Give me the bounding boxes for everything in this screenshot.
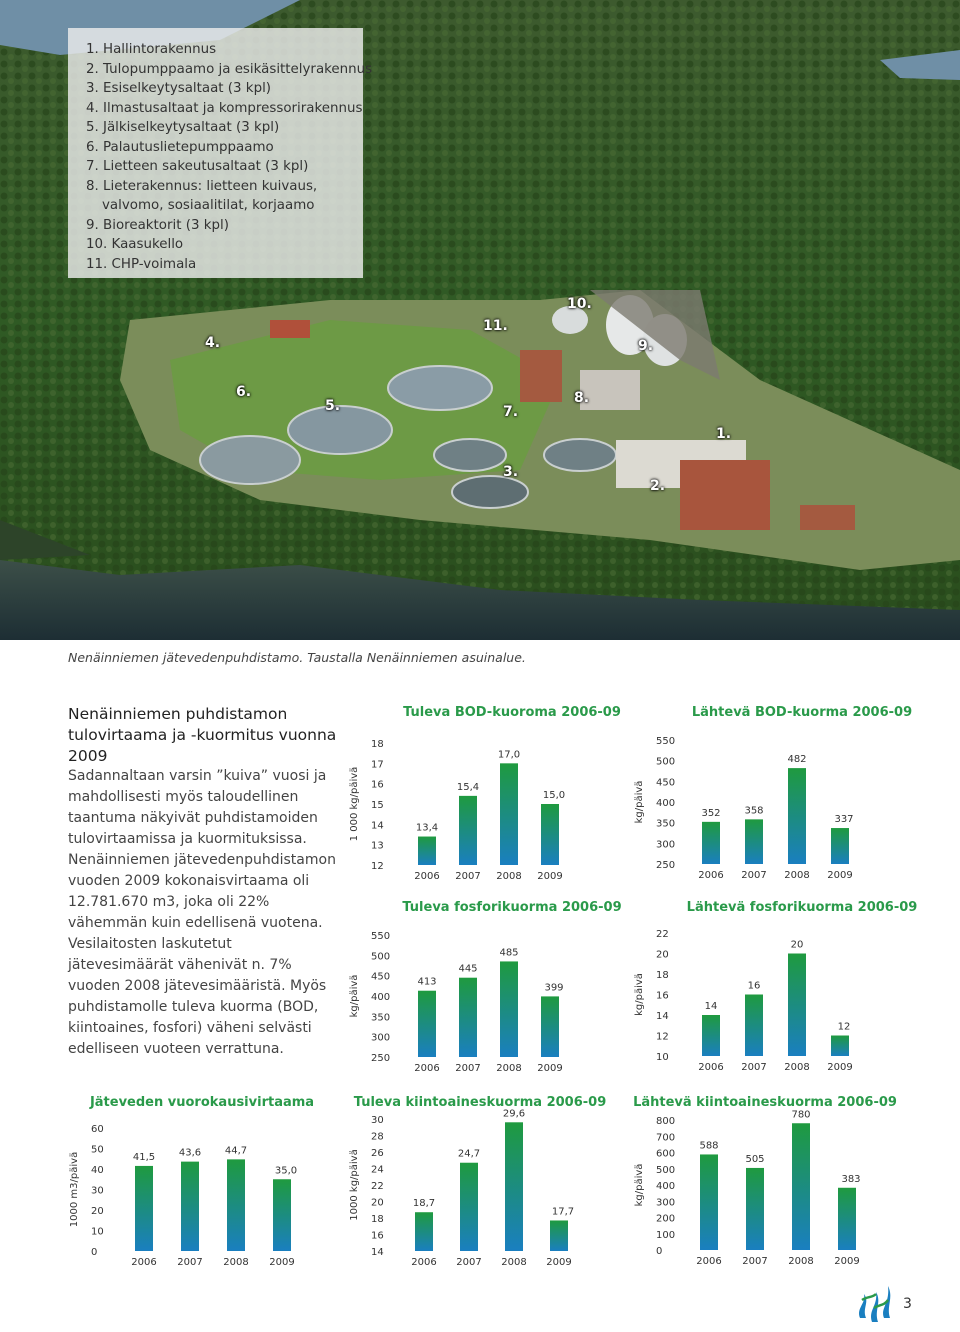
bar — [415, 1212, 433, 1251]
data-label: 35,0 — [274, 1165, 298, 1177]
y-tick-label: 350 — [371, 1012, 391, 1024]
x-tick-label: 2007 — [742, 1256, 768, 1267]
chart-tuleva-kiintoaines — [345, 1090, 615, 1280]
bar — [273, 1179, 291, 1251]
x-tick-label: 2007 — [741, 1062, 767, 1073]
legend-item: 5. Jälkiselkeytysaltaat (3 kpl) — [86, 120, 280, 135]
data-label: 12 — [837, 1021, 851, 1033]
y-tick-label: 20 — [656, 949, 669, 961]
y-axis-label: 1000 kg/päivä — [349, 1149, 360, 1221]
y-tick-label: 450 — [371, 971, 391, 983]
y-axis-label: kg/päivä — [634, 780, 645, 824]
bar — [135, 1166, 153, 1251]
section-title: Nenäinniemen puhdistamon tulovirtaama ja -kuormitus vuonna 2009 — [68, 705, 337, 765]
chart-svg — [345, 1090, 615, 1280]
y-tick-label: 60 — [91, 1124, 104, 1135]
chart-svg — [340, 895, 622, 1085]
y-tick-label: 400 — [656, 798, 676, 809]
x-tick-label: 2008 — [223, 1257, 249, 1268]
legend-item: 3. Esiselkeytysaltaat (3 kpl) — [86, 81, 272, 96]
bar — [745, 995, 763, 1057]
body-text: Sadannaltaan varsin ”kuiva” vuosi ja mahdollisesti myös taloudellinen taantuma näkyivät puhdistamoiden tulovirtaamissa ja kuormituksissa. Nenäinniemen jätevedenpuhdistamon vuoden 2009 kokonaisvirtaama oli 12.781.670 m3, joka oli 22% vähemmän kuin edellisenä vuotena. Vesilaitosten laskutetut jätevesimäärät vähenivät n. 7% vuoden 2008 jätevesimääristä. Myös puhdistamolle tuleva kuorma (BOD, kiintoaines, fosfori) väheni selvästi edelliseen vuoteen verrattuna. — [68, 768, 336, 1057]
legend-item: 9. Bioreaktorit (3 kpl) — [86, 217, 229, 233]
y-tick-label: 16 — [371, 1230, 384, 1242]
legend-item: 4. Ilmastusaltaat ja kompressorirakennus — [86, 100, 363, 116]
bar — [500, 763, 518, 865]
y-tick-label: 12 — [371, 861, 384, 872]
y-tick-label: 18 — [371, 739, 384, 750]
x-tick-label: 2007 — [456, 1257, 482, 1268]
x-tick-label: 2006 — [414, 1063, 440, 1074]
bar — [792, 1123, 810, 1250]
x-tick-label: 2009 — [546, 1257, 572, 1268]
y-tick-label: 300 — [656, 1197, 676, 1209]
y-tick-label: 14 — [656, 1011, 669, 1022]
bar — [831, 1036, 849, 1057]
x-tick-label: 2008 — [784, 870, 810, 881]
data-label: 13,4 — [415, 822, 439, 834]
y-tick-label: 22 — [371, 1181, 384, 1192]
bar — [831, 828, 849, 864]
data-label: 41,5 — [132, 1151, 156, 1163]
bar — [550, 1220, 568, 1251]
y-tick-label: 14 — [371, 1247, 384, 1258]
chart-lahteva-bod — [630, 700, 913, 890]
legend-item: 10. Kaasukello — [86, 237, 184, 252]
data-label: 445 — [458, 963, 478, 975]
x-tick-label: 2007 — [455, 1063, 481, 1074]
data-label: 17,0 — [497, 749, 521, 761]
data-label: 14 — [704, 1001, 718, 1012]
y-tick-label: 700 — [656, 1132, 676, 1144]
y-tick-label: 18 — [371, 1214, 384, 1225]
data-label: 482 — [787, 754, 807, 766]
y-tick-label: 300 — [656, 839, 676, 851]
x-tick-label: 2009 — [827, 1062, 853, 1073]
y-tick-label: 250 — [656, 860, 676, 871]
data-label: 383 — [841, 1173, 861, 1185]
y-tick-label: 500 — [371, 951, 391, 963]
chart-title: Jäteveden vuorokausivirtaama — [89, 1095, 315, 1110]
x-tick-label: 2007 — [455, 871, 481, 882]
y-tick-label: 30 — [91, 1185, 104, 1197]
y-tick-label: 26 — [371, 1148, 384, 1159]
bar — [746, 1168, 764, 1250]
bar — [541, 804, 559, 865]
y-tick-label: 50 — [91, 1144, 104, 1156]
bar — [418, 837, 436, 865]
photo-label-4: 4. — [205, 335, 221, 351]
data-label: 44,7 — [224, 1145, 248, 1157]
chart-svg — [340, 700, 621, 890]
y-tick-label: 400 — [656, 1181, 676, 1192]
bar — [505, 1122, 523, 1251]
bar — [418, 991, 436, 1057]
y-tick-label: 17 — [371, 759, 384, 771]
photo-label-5: 5. — [325, 398, 341, 414]
y-tick-label: 28 — [371, 1131, 384, 1143]
data-label: 399 — [544, 982, 564, 994]
x-tick-label: 2009 — [537, 1063, 563, 1074]
x-tick-label: 2008 — [788, 1256, 814, 1267]
bar — [745, 819, 763, 864]
chart-svg — [630, 1090, 900, 1280]
data-label: 16 — [747, 980, 761, 992]
legend-item: 6. Palautuslietepumppaamo — [86, 139, 274, 155]
y-tick-label: 16 — [656, 990, 669, 1002]
x-tick-label: 2007 — [177, 1257, 203, 1268]
bar — [702, 1015, 720, 1056]
y-tick-label: 600 — [656, 1148, 676, 1160]
data-label: 20 — [790, 939, 804, 951]
page-number: 3 — [903, 1296, 912, 1312]
y-axis-label: kg/päivä — [634, 1163, 645, 1207]
bar — [500, 961, 518, 1057]
bar — [838, 1188, 856, 1250]
y-tick-label: 550 — [371, 931, 391, 942]
photo-label-7: 7. — [503, 404, 519, 420]
chart-vuorokausivirtaama — [60, 1090, 330, 1280]
data-label: 505 — [745, 1153, 765, 1165]
bar — [227, 1159, 245, 1251]
bar — [788, 768, 806, 864]
legend-item: 8. Lieterakennus: lietteen kuivaus, — [86, 178, 318, 194]
x-tick-label: 2009 — [834, 1256, 860, 1267]
y-tick-label: 350 — [656, 818, 676, 830]
y-tick-label: 0 — [656, 1246, 663, 1257]
bar — [459, 796, 477, 865]
y-tick-label: 500 — [656, 1164, 676, 1176]
photo-label-6: 6. — [236, 384, 252, 400]
y-axis-label: 1 000 kg/päivä — [349, 766, 360, 842]
y-tick-label: 20 — [91, 1206, 104, 1217]
chart-title: Tuleva fosforikuorma 2006-09 — [402, 900, 622, 915]
y-tick-label: 10 — [656, 1052, 669, 1063]
legend-item: 7. Lietteen sakeutusaltaat (3 kpl) — [86, 159, 309, 174]
chart-title: Lähtevä fosforikuorma 2006-09 — [686, 900, 918, 915]
chart-tuleva-bod — [340, 700, 621, 890]
legend-item: 11. CHP-voimala — [86, 256, 197, 272]
x-tick-label: 2008 — [784, 1062, 810, 1073]
photo-label-1: 1. — [716, 426, 732, 442]
y-tick-label: 500 — [656, 756, 676, 768]
y-tick-label: 550 — [656, 736, 676, 747]
chart-svg — [630, 895, 918, 1085]
data-label: 352 — [701, 807, 721, 819]
chart-lahteva-kiintoaines — [630, 1090, 900, 1280]
y-tick-label: 22 — [656, 929, 669, 940]
x-tick-label: 2007 — [741, 870, 767, 881]
x-tick-label: 2008 — [496, 1063, 522, 1074]
photo-label-2: 2. — [650, 478, 666, 494]
y-tick-label: 16 — [371, 779, 384, 791]
chart-svg — [60, 1090, 330, 1280]
x-tick-label: 2008 — [496, 871, 522, 882]
y-tick-label: 30 — [371, 1115, 384, 1126]
chart-tuleva-fosfori — [340, 895, 622, 1085]
y-tick-label: 18 — [656, 970, 669, 981]
y-tick-label: 300 — [371, 1032, 391, 1044]
data-label: 24,7 — [457, 1148, 481, 1160]
data-label: 780 — [791, 1109, 811, 1121]
photo-label-9: 9. — [638, 338, 654, 354]
y-tick-label: 13 — [371, 840, 384, 852]
y-tick-label: 450 — [656, 777, 676, 789]
y-tick-label: 100 — [656, 1229, 676, 1241]
legend-item: valvomo, sosiaalitilat, korjaamo — [102, 198, 315, 213]
x-tick-label: 2008 — [501, 1257, 527, 1268]
data-label: 43,6 — [178, 1147, 202, 1159]
data-label: 485 — [499, 947, 519, 959]
y-tick-label: 10 — [91, 1226, 104, 1238]
photo-label-11: 11. — [483, 318, 508, 334]
bar — [788, 954, 806, 1057]
chart-title: Tuleva BOD-kuoroma 2006-09 — [403, 705, 621, 720]
chart-lahteva-fosfori — [630, 895, 918, 1085]
y-tick-label: 0 — [91, 1247, 98, 1258]
bar — [541, 996, 559, 1057]
data-label: 17,7 — [551, 1206, 575, 1218]
chart-svg — [630, 700, 913, 890]
y-tick-label: 12 — [656, 1031, 669, 1043]
y-tick-label: 800 — [656, 1116, 676, 1127]
y-tick-label: 40 — [91, 1165, 104, 1176]
data-label: 15,4 — [456, 781, 480, 793]
chart-title: Lähtevä kiintoaineskuorma 2006-09 — [633, 1095, 897, 1110]
legend-item: 2. Tulopumppaamo ja esikäsittelyrakennus — [86, 61, 373, 77]
x-tick-label: 2009 — [269, 1257, 295, 1268]
photo-caption: Nenäinniemen jätevedenpuhdistamo. Taustalla Nenäinniemen asuinalue. — [68, 650, 526, 665]
y-tick-label: 14 — [371, 820, 384, 832]
data-label: 18,7 — [412, 1198, 436, 1210]
data-label: 337 — [834, 814, 854, 826]
bar — [181, 1162, 199, 1251]
y-axis-label: kg/päivä — [349, 974, 360, 1018]
x-tick-label: 2006 — [696, 1256, 722, 1267]
data-label: 588 — [699, 1140, 719, 1152]
x-tick-label: 2009 — [827, 870, 853, 881]
y-tick-label: 20 — [371, 1197, 384, 1209]
y-tick-label: 250 — [371, 1053, 391, 1064]
bar — [702, 822, 720, 864]
x-tick-label: 2006 — [698, 1062, 724, 1073]
bar — [700, 1154, 718, 1250]
x-tick-label: 2009 — [537, 871, 563, 882]
data-label: 413 — [417, 976, 437, 988]
photo-label-3: 3. — [503, 464, 519, 480]
chart-title: Lähtevä BOD-kuorma 2006-09 — [691, 705, 913, 720]
photo-label-8: 8. — [574, 390, 590, 406]
y-axis-label: 1000 m3/päivä — [69, 1151, 80, 1228]
chart-title: Tuleva kiintoaineskuorma 2006-09 — [353, 1095, 607, 1110]
data-label: 29,6 — [502, 1108, 526, 1120]
photo-label-10: 10. — [567, 296, 592, 312]
data-label: 358 — [744, 805, 764, 817]
y-tick-label: 24 — [371, 1164, 384, 1176]
x-tick-label: 2006 — [411, 1257, 437, 1268]
y-tick-label: 200 — [656, 1213, 676, 1225]
organization-logo — [852, 1278, 898, 1326]
x-tick-label: 2006 — [131, 1257, 157, 1268]
legend-list — [86, 40, 372, 274]
legend-item: 1. Hallintorakennus — [86, 42, 217, 57]
bar — [459, 978, 477, 1057]
y-tick-label: 15 — [371, 800, 384, 811]
x-tick-label: 2006 — [698, 870, 724, 881]
bar — [460, 1163, 478, 1251]
data-label: 15,0 — [542, 790, 566, 801]
y-axis-label: kg/päivä — [634, 973, 645, 1016]
x-tick-label: 2006 — [414, 871, 440, 882]
y-tick-label: 400 — [371, 992, 391, 1003]
